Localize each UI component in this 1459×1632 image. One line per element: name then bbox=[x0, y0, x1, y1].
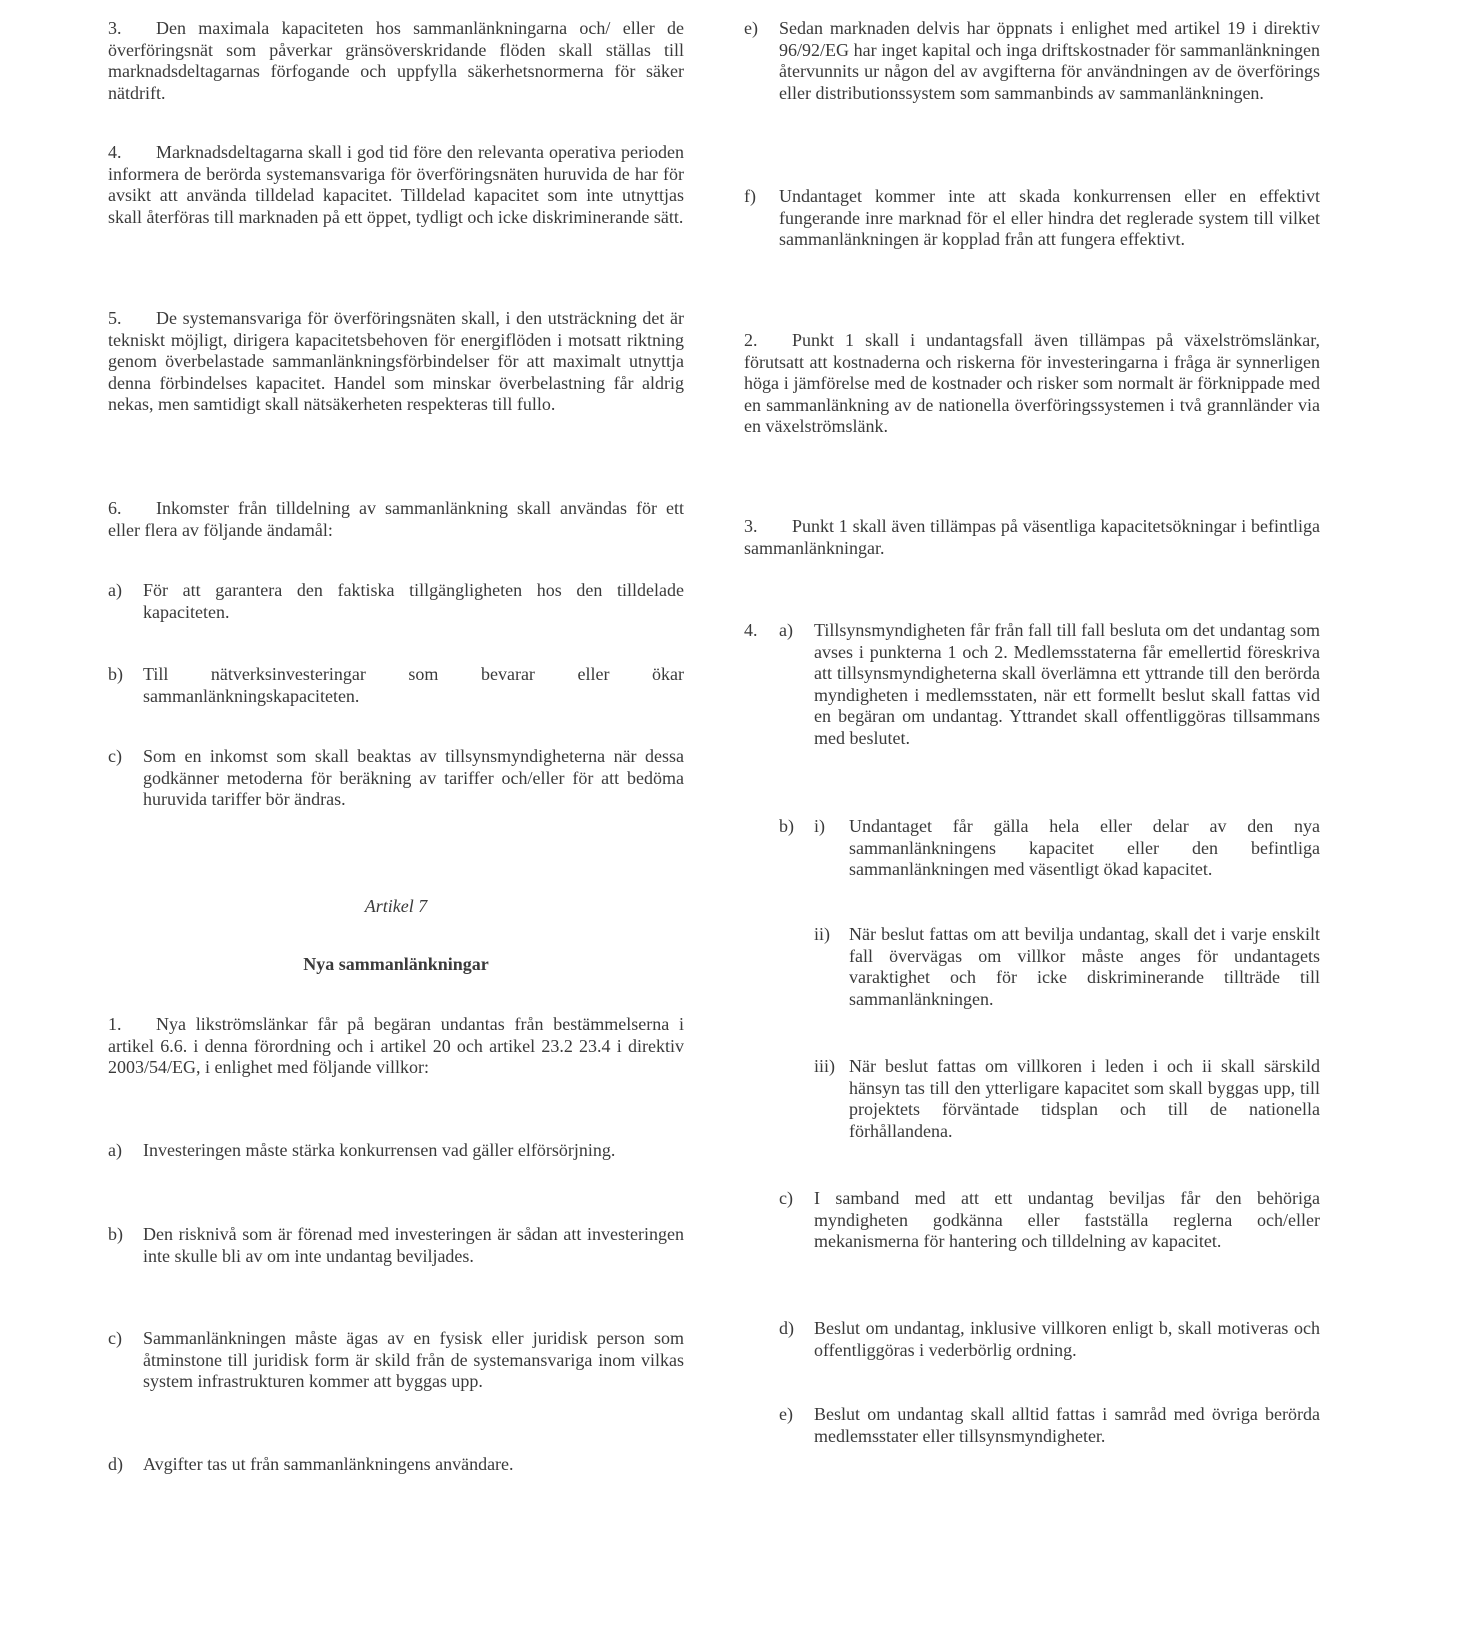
list-item-4c bbox=[779, 1188, 1320, 1253]
article-paragraph-1 bbox=[108, 1014, 684, 1079]
item-label: c) bbox=[108, 746, 122, 766]
paragraph-number: 6. bbox=[108, 498, 122, 518]
item-text: Som en inkomst som skall beaktas av tillsynsmyndigheterna när dessa godkänner metoderna för beräkning av tariffer och/eller för att bedöma huruvida tariffer bör ändras. bbox=[143, 746, 684, 809]
paragraph-text: Marknadsdeltagarna skall i god tid före den relevanta operativa perioden informera de berörda systemansvariga för överföringsnäten huruvida de har för avsikt att använda tilldelad kapacitet. Tilldelad kapacitet som inte utnyttjas skall återföras till marknaden på ett öppet, tydligt och icke diskriminerande sätt. bbox=[108, 142, 684, 227]
item-label: d) bbox=[108, 1454, 123, 1474]
item-text: Sammanlänkningen måste ägas av en fysisk eller juridisk person som åtminstone till juridisk form är skild från de systemansvariga inom vilkas system infrastrukturen kommer att byggas upp. bbox=[143, 1328, 684, 1391]
list-item-4b-i bbox=[779, 816, 1320, 881]
list-item-1d bbox=[108, 1454, 684, 1476]
list-item-6a bbox=[108, 580, 684, 623]
paragraph-number: 4. bbox=[744, 620, 758, 640]
paragraph-text: Punkt 1 skall även tillämpas på väsentliga kapacitetsökningar i befintliga sammanlänkningar. bbox=[744, 516, 1320, 558]
paragraph-text: Den maximala kapaciteten hos sammanlänkningarna och/ eller de överföringsnät som påverkar gränsöverskridande flöden skall ställas till marknadsdeltagarnas förfogande och uppfylla säkerhetsnormerna för säker nätdrift. bbox=[108, 18, 684, 103]
paragraph-number: 2. bbox=[744, 330, 758, 350]
list-item-4b-ii bbox=[814, 924, 1320, 1010]
item-label: a) bbox=[108, 580, 122, 600]
list-item-1b bbox=[108, 1224, 684, 1267]
item-label: e) bbox=[779, 1404, 793, 1424]
subitem-label: iii) bbox=[814, 1056, 835, 1076]
list-item-4d bbox=[779, 1318, 1320, 1361]
paragraph-number: 3. bbox=[108, 18, 122, 38]
item-text: Den risknivå som är förenad med investeringen är sådan att investeringen inte skulle bli av om inte undantag beviljades. bbox=[143, 1224, 684, 1266]
item-text: När beslut fattas om att bevilja undantag, skall det i varje enskilt fall övervägas om villkor måste anges för undantagets varaktighet och för icke diskriminerande tillträde till sammanlänkningen. bbox=[849, 924, 1320, 1009]
paragraph-number: 1. bbox=[108, 1014, 122, 1034]
list-item-6b bbox=[108, 664, 684, 707]
item-text: Till nätverksinvesteringar som bevarar eller ökar sammanlänkningskapaciteten. bbox=[143, 664, 684, 706]
list-item-4b-iii bbox=[814, 1056, 1320, 1142]
item-label: d) bbox=[779, 1318, 794, 1338]
item-text: I samband med att ett undantag beviljas får den behöriga myndigheten godkänna eller fastställa reglerna och/eller mekanismerna för hantering och tilldelning av kapacitet. bbox=[814, 1188, 1320, 1251]
item-text: När beslut fattas om villkoren i leden i och ii skall särskild hänsyn tas till den ytterligare kapacitet som skall byggas upp, till projektets förväntade tidsplan och till de nationella förhållandena. bbox=[849, 1056, 1320, 1141]
item-label: a) bbox=[108, 1140, 122, 1160]
paragraph-6 bbox=[108, 498, 684, 541]
paragraph-3 bbox=[108, 18, 684, 104]
item-text: Undantaget kommer inte att skada konkurrensen eller en effektivt fungerande inre marknad för el eller hindra det reglerade system till vilket sammanlänkningen är kopplad från att fungera effektivt. bbox=[779, 186, 1320, 249]
paragraph-4 bbox=[108, 142, 684, 228]
article-heading: Nya sammanlänkningar bbox=[303, 954, 489, 974]
paragraph-number: 5. bbox=[108, 308, 122, 328]
item-text: Avgifter tas ut från sammanlänkningens användare. bbox=[143, 1454, 514, 1474]
subitem-label: i) bbox=[814, 816, 825, 836]
list-item-4e bbox=[779, 1404, 1320, 1447]
paragraph-text: Punkt 1 skall i undantagsfall även tillämpas på växelströmslänkar, förutsatt att kostnaderna och riskerna för investeringarna i fråga är synnerligen höga i jämförelse med de kostnader och risker som normalt är förknippade med en sammanlänkning av de nationella överföringssystemen i två grannländer via en växelströmslänk. bbox=[744, 330, 1320, 436]
item-label: e) bbox=[744, 18, 758, 38]
paragraph-text: Inkomster från tilldelning av sammanlänkning skall användas för ett eller flera av följande ändamål: bbox=[108, 498, 684, 540]
paragraph-text: Nya likströmslänkar får på begäran undantas från bestämmelserna i artikel 6.6. i denna förordning och i artikel 20 och artikel 23.2 23.4 i direktiv 2003/54/EG, i enlighet med följande villkor: bbox=[108, 1014, 684, 1077]
item-label: c) bbox=[108, 1328, 122, 1348]
list-item-6c bbox=[108, 746, 684, 811]
item-text: Beslut om undantag skall alltid fattas i samråd med övriga berörda medlemsstater eller tillsynsmyndigheter. bbox=[814, 1404, 1320, 1446]
item-label: b) bbox=[108, 1224, 123, 1244]
list-item-1c bbox=[108, 1328, 684, 1393]
paragraph-number: 3. bbox=[744, 516, 758, 536]
item-label: f) bbox=[744, 186, 756, 206]
subitem-label: ii) bbox=[814, 924, 830, 944]
item-label: b) bbox=[108, 664, 123, 684]
item-text: Sedan marknaden delvis har öppnats i enlighet med artikel 19 i direktiv 96/92/EG har inget kapital och inga driftskostnader för sammanlänkningen återvunnits ur någon del av avgifterna för användningen av de överförings eller distributionssystem som sammanbinds av sammanlänkningen. bbox=[779, 18, 1320, 103]
item-text: Investeringen måste stärka konkurrensen vad gäller elförsörjning. bbox=[143, 1140, 616, 1160]
list-item-1e bbox=[744, 18, 1320, 104]
item-text: Beslut om undantag, inklusive villkoren enligt b, skall motiveras och offentliggöras i vederbörlig ordning. bbox=[814, 1318, 1320, 1360]
paragraph-3-right bbox=[744, 516, 1320, 559]
paragraph-2 bbox=[744, 330, 1320, 438]
item-text: Undantaget får gälla hela eller delar av den nya sammanlänkningens kapacitet eller den befintliga sammanlänkningen med väsentligt ökad kapacitet. bbox=[849, 816, 1320, 879]
list-item-1f bbox=[744, 186, 1320, 251]
item-label: c) bbox=[779, 1188, 793, 1208]
paragraph-number: 4. bbox=[108, 142, 122, 162]
paragraph-5 bbox=[108, 308, 684, 416]
article-title: Artikel 7 bbox=[364, 896, 428, 916]
item-label: a) bbox=[779, 620, 793, 640]
item-text: För att garantera den faktiska tillgängligheten hos den tilldelade kapaciteten. bbox=[143, 580, 684, 622]
item-label: b) bbox=[779, 816, 794, 836]
paragraph-text: De systemansvariga för överföringsnäten skall, i den utsträckning det är tekniskt möjligt, dirigera kapacitetsbehoven för energiflöden i motsatt riktning genom överbelastade sammanlänkningsförbindelser för att maximalt utnyttja denna förbindelses kapacitet. Handel som minskar överbelastning får aldrig nekas, men samtidigt skall nätsäkerheten respekteras till fullo. bbox=[108, 308, 684, 414]
item-text: Tillsynsmyndigheten får från fall till fall besluta om det undantag som avses i punkterna 1 och 2. Medlemsstaterna får emellertid föreskriva att tillsynsmyndigheterna skall överlämna ett yttrande till den berörda myndigheten i medlemsstaten, när ett formellt beslut skall fattas vid en begäran om undantag. Yttrandet skall offentliggöras tillsammans med beslutet. bbox=[814, 620, 1320, 748]
list-item-1a bbox=[108, 1140, 684, 1162]
paragraph-4-a bbox=[744, 620, 1320, 749]
